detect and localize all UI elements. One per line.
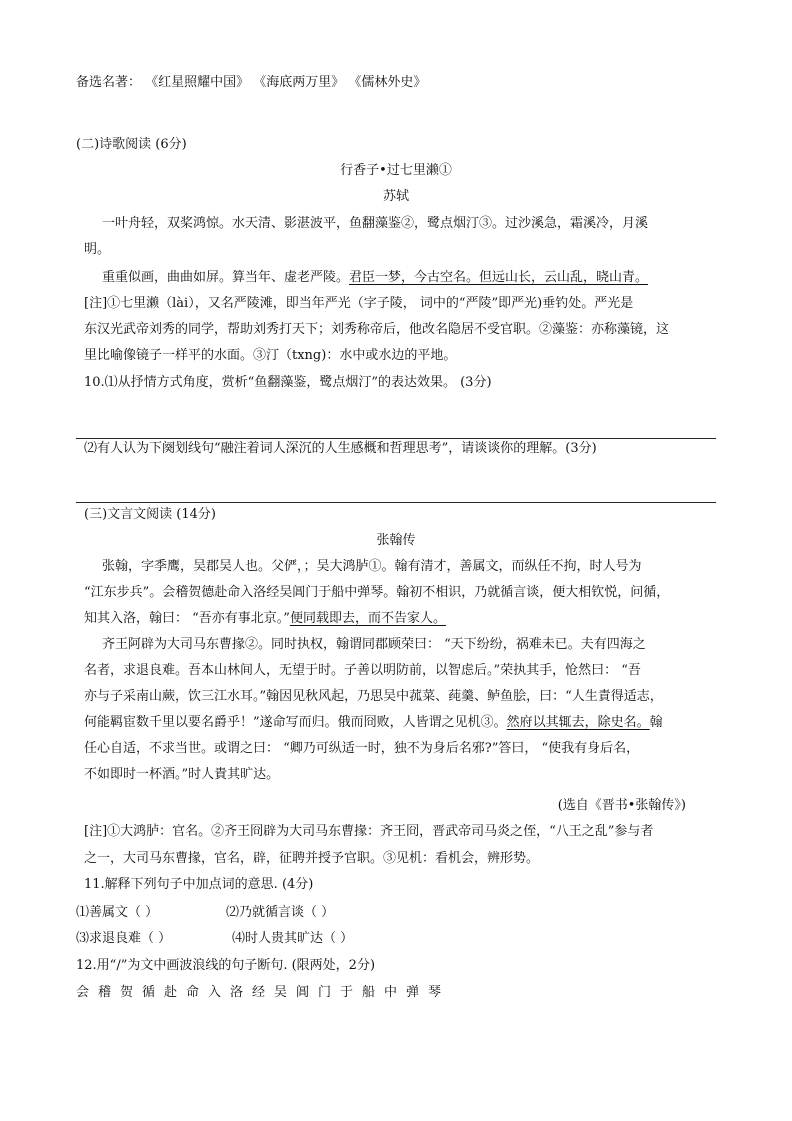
classical-line-6: 亦与子采南山蕨，饮三江水耳。”翰因见秋风起，乃思吴中菰菜、莼羹、鲈鱼脍，曰：“人生責得适志， bbox=[84, 689, 663, 704]
poem-note-line-2: 东汉光武帝刘秀的同学，帮助刘秀打天下；刘秀称帝后，他改名隐居不受官职。②藻鉴：亦称藻镜，这 bbox=[84, 322, 670, 337]
question-11-item-4: ⑷时人贵其旷达（ ） bbox=[232, 931, 354, 946]
answer-line-q10-2 bbox=[76, 502, 716, 503]
classical-line-9: 不如即时一杯酒。”时人貴其旷达。 bbox=[84, 767, 280, 782]
classical-line-3 bbox=[84, 612, 446, 625]
poem-title: 行香子•过七里濑① bbox=[340, 163, 452, 178]
classical-line-7-tail: 翰 bbox=[649, 715, 663, 730]
classical-underlined-sentence-1: 便同载即去，而不告家人。 bbox=[289, 611, 446, 626]
question-12: 12.用“/”为文中画波浪线的句子断句. (限两处，2分) bbox=[76, 958, 376, 973]
poem-paragraph-1-line-2: 明。 bbox=[84, 242, 111, 257]
answer-line-q10-1 bbox=[76, 438, 716, 439]
classical-line-3-text: 知其入洛，翰曰： “吾亦有事北京。” bbox=[84, 611, 290, 626]
classical-source: (选自《晋书•张翰传》) bbox=[557, 798, 686, 813]
classical-line-8: 任心自适，不求当世。或谓之曰： “卿乃可纵适一时，独不为身后名邪?”答曰， “使我有身后名， bbox=[84, 741, 640, 756]
question-11-item-2: ⑵乃就循言谈（ ） bbox=[226, 905, 335, 920]
poem-paragraph-1-line-1: 一叶舟轻，双桨鸿惊。水天清、影湛波平，鱼翻藻鉴②，鹭点烟汀③。过沙溪急，霜溪冷，月溪 bbox=[102, 216, 649, 231]
question-11-item-3: ⑶求退良难（ ） bbox=[76, 931, 172, 946]
question-11-item-1: ⑴善属文（ ） bbox=[76, 905, 159, 920]
classical-line-7-text: 何能羁宦数千里以要名爵乎！”遂命写而归。俄而冏败，人皆谓之见机③。 bbox=[84, 715, 507, 730]
classical-line-2: “江东步兵”。会稽贺德赴命入洛经吴阊门于船中弹琴。翰初不相识，乃就循言谈，便大相钦悦，问循， bbox=[84, 585, 670, 600]
poem-note-line-3: 里比喻像镜子一样平的水面。③汀（txng)：水中或水边的平地。 bbox=[84, 348, 457, 363]
question-10-part-1: 10.⑴从抒情方式角度，赏析“鱼翻藻鉴，鹭点烟汀”的表达效果。 (3分) bbox=[84, 375, 492, 390]
alternative-books-line: 备选名著： 《红星照耀中国》 《海底两万里》 《儒林外史》 bbox=[76, 75, 427, 90]
poetry-section-title: (二)诗歌阅读 (6分) bbox=[76, 137, 187, 152]
classical-line-4: 齐王阿辟为大司马东曹掾②。同时执权，翰谓同郡顾荣曰： “天下纷纷，祸难未已。夫有四海之 bbox=[102, 637, 646, 652]
poem-note-line-1: [注]①七里濑（lài），又名严陵滩，即当年严光（字子陵， 词中的“严陵”即严光)垂钓处。严光是 bbox=[84, 296, 634, 311]
question-10-part-2: ⑵有人认为下阕划线句“融注着词人深沉的人生感概和哲理思考”，请谈谈你的理解。(3分) bbox=[84, 441, 597, 456]
question-12-sentence: 会稽贺循赴命入洛经吴阊门于船中弹琴 bbox=[76, 985, 451, 1000]
question-11: 11.解释下列句子中加点词的意思. (4分) bbox=[84, 877, 314, 892]
poem-author: 苏轼 bbox=[382, 189, 409, 204]
classical-line-5: 名者，求退良难。吾本山林间人，无望于时。子善以明防前，以智虑后。”荣执其手，怆然曰： “吾 bbox=[84, 663, 641, 678]
classical-note-line-1: [注]①大鸿胪：官名。②齐王冏辟为大司马东曹掾：齐王冏，晋武帝司马炎之侄，“八王之乱”参与者 bbox=[84, 824, 654, 839]
classical-note-line-2: 之一，大司马东曹掾，官名，辟，征聘并授予官职。③见机：看机会，辨形势。 bbox=[84, 851, 540, 866]
poem-paragraph-2-text: 重重似画，曲曲如屏。算当年、虚老严陵。 bbox=[102, 270, 350, 285]
classical-line-7 bbox=[84, 716, 663, 729]
poem-paragraph-2 bbox=[102, 271, 648, 284]
classical-section-title: (三)文言文阅读 (14分) bbox=[84, 507, 216, 522]
classical-title: 张翰传 bbox=[376, 533, 416, 548]
classical-line-1: 张翰，字季鹰，吴郡吴人也。父俨，；吴大鸿胪①。翰有清才，善属文，而纵任不拘，时人号为 bbox=[102, 559, 642, 574]
poem-underlined-lines: 君臣一梦，今古空名。但远山长，云山乱，晓山青。 bbox=[349, 270, 649, 285]
classical-underlined-sentence-2: 然府以其辄去，除史名。 bbox=[506, 715, 650, 730]
